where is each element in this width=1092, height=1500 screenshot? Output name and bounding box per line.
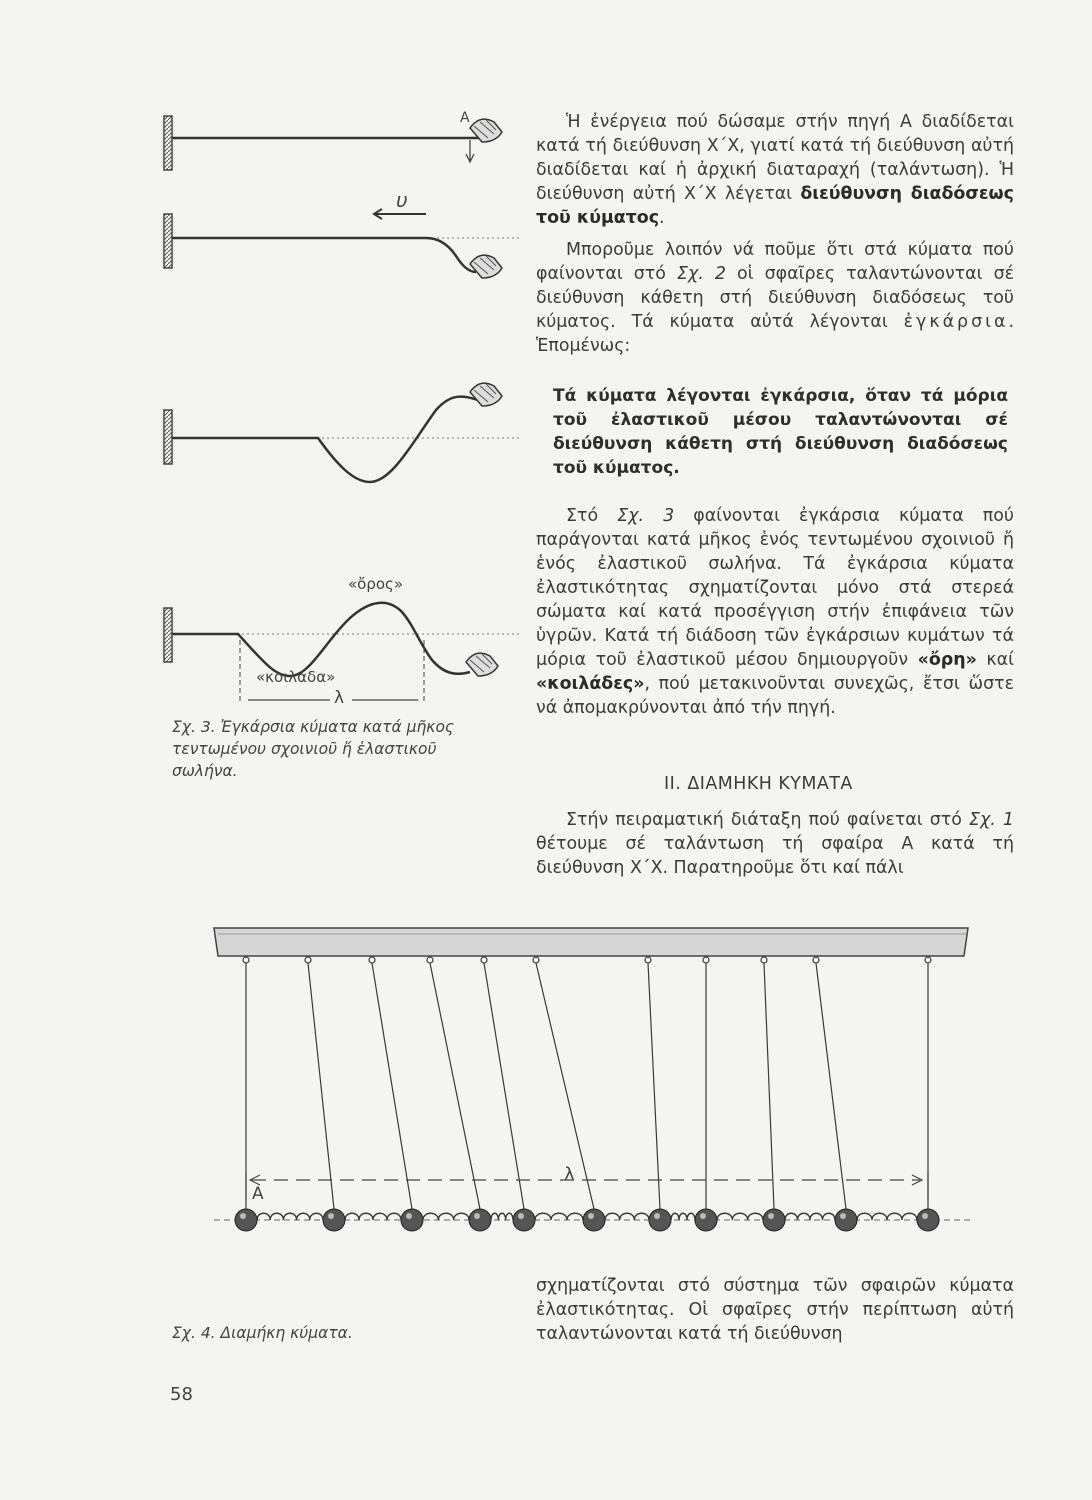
pendulum-hook [761, 957, 767, 963]
p3-bold-troughs: «κοιλάδες» [536, 674, 645, 694]
pendulum-string [308, 963, 334, 1209]
pendulum-string [484, 963, 524, 1209]
ball-highlight [240, 1213, 246, 1219]
spring [785, 1213, 835, 1220]
pendulum-ball [469, 1209, 491, 1231]
ball-highlight [328, 1213, 334, 1219]
p3-and: καί [976, 650, 1014, 670]
pendulum-ball [763, 1209, 785, 1231]
ball-highlight [840, 1213, 846, 1219]
pendulum-hook [533, 957, 539, 963]
pendulum-hook [703, 957, 709, 963]
p3-mid: φαίνονται ἐγκάρσια κύματα πού παράγονται κατά μῆκος ἑνός τεντωμένου σχοινιοῦ ἤ ἑνός ἐλαστικοῦ σωλήνα. Τά ἐγκάρσια κύματα ἐλαστικότητας σχηματίζονται μόνο στά στερεά σώματα καί κατά προσέγγιση στήν ἐπιφάνεια τῶν ὑγρῶν. Κατά τή διάδοση τῶν ἐγκάρσιων κυμάτων τά μόρια τοῦ ἐλαστικοῦ μέσου δημιουργοῦν [536, 506, 1014, 670]
pendulum-ball [649, 1209, 671, 1231]
spring [535, 1213, 583, 1220]
p2-ref: Σχ. 2 [676, 264, 726, 284]
spring [857, 1213, 917, 1220]
pendulum-hook [369, 957, 375, 963]
spring [345, 1213, 401, 1220]
pendulum-string [372, 963, 412, 1209]
p3-ref: Σχ. 3 [617, 506, 675, 526]
transverse-rule: Τά κύματα λέγονται ἐγκάρσια, ὅταν τά μόρια τοῦ ἐλαστικοῦ μέσου ταλαντώνονται σέ διεύθυνση κάθετη στή διεύθυνση διαδόσεως τοῦ κύματος. [553, 386, 1008, 478]
crest-label: «ὄρος» [348, 575, 404, 593]
source-label-a: Α [460, 110, 470, 126]
velocity-label: υ [396, 188, 408, 212]
ball-highlight [588, 1213, 594, 1219]
figure-4-caption-text: Σχ. 4. Διαμήκη κύματα. [172, 1324, 353, 1342]
spring [491, 1213, 513, 1220]
pendulum-hook [925, 957, 931, 963]
pendulum-string [764, 963, 774, 1209]
p2-text: Μποροῦμε λοιπόν νά ποῦμε ὅτι στά κύματα πού φαίνονται στό [536, 240, 1014, 284]
pendulum-string [816, 963, 846, 1209]
p2-spaced: ἐγκάρσια [903, 312, 1009, 332]
pendulum-hook [813, 957, 819, 963]
trough-label: «κοιλάδα» [256, 668, 336, 686]
pendulum-string [430, 963, 480, 1209]
pendulum-hook [427, 957, 433, 963]
pendulum-ball [917, 1209, 939, 1231]
support-bar [214, 928, 968, 956]
p4-ref: Σχ. 1 [969, 810, 1014, 830]
ball-highlight [768, 1213, 774, 1219]
spring [423, 1213, 469, 1220]
p2-mid: οἱ σφαῖρες ταλαντώνονται σέ διεύθυνση κάθετη στή διεύθυνση διαδόσεως τοῦ κύματος. Τά κύματα αὐτά λέγονται [536, 264, 1014, 332]
p1-bold: διεύθυνση διαδόσεως τοῦ κύματος [536, 184, 1014, 228]
p1-end: . [659, 208, 665, 228]
ball-highlight [700, 1213, 706, 1219]
p3-bold-crests: «ὄρη» [917, 650, 977, 670]
ball-highlight [474, 1213, 480, 1219]
section-heading: II. ΔΙΑΜΗΚΗ ΚΥΜΑΤΑ [664, 774, 853, 794]
spring [717, 1213, 763, 1220]
pendulum-string [648, 963, 660, 1209]
p3-text: Στό [566, 506, 618, 526]
pendulum-hook [305, 957, 311, 963]
pendulum-hook [481, 957, 487, 963]
p1-text: Ἡ ἐνέργεια πού δώσαμε στήν πηγή Α διαδίδεται κατά τή διεύθυνση Χ΄Χ, γιατί κατά τή διεύθυνση αὐτή διαδίδεται καί ἡ ἀρχική διαταραχή (ταλάντωση). Ἡ διεύθυνση αὐτή Χ΄Χ λέγεται [536, 112, 1014, 204]
spring [605, 1213, 649, 1220]
figure-3-caption-text: Σχ. 3. Ἐγκάρσια κύματα κατά μῆκος τεντωμένου σχοινιοῦ ἤ ἐλαστικοῦ σωλήνα. [172, 718, 455, 780]
pendulum-ball [513, 1209, 535, 1231]
page-number: 58 [170, 1384, 193, 1405]
pendulum-hook [645, 957, 651, 963]
p4-end: θέτουμε σέ ταλάντωση τή σφαίρα Α κατά τή διεύθυνση Χ΄Χ. Παρατηροῦμε ὅτι καί πάλι [536, 834, 1014, 878]
pendulum-ball [323, 1209, 345, 1231]
ball-highlight [518, 1213, 524, 1219]
spring [257, 1213, 323, 1220]
paragraph-continued: σχηματίζονται στό σύστημα τῶν σφαιρῶν κύματα ἐλαστικότητας. Οἱ σφαῖρες στήν περίπτωση αὐτή ταλαντώνονται κατά τή διεύθυνση [536, 1276, 1014, 1344]
pendulum-ball [401, 1209, 423, 1231]
wavelength-label-4: λ [564, 1164, 575, 1185]
p3-end: , πού μετακινοῦνται συνεχῶς, ἔτσι ὥστε νά ἀπομακρύνονται ἀπό τήν πηγή. [536, 674, 1014, 718]
ball-highlight [922, 1213, 928, 1219]
spring [671, 1213, 695, 1220]
p2-end: . Ἑπομένως: [536, 312, 1014, 356]
ball-a-label: Α [252, 1184, 264, 1204]
ball-highlight [406, 1213, 412, 1219]
pendulum-hook [243, 957, 249, 963]
figure-4-caption [172, 1322, 353, 1344]
wavelength-label: λ [334, 688, 345, 708]
pendulum-ball [235, 1209, 257, 1231]
ball-highlight [654, 1213, 660, 1219]
pendulum-ball [583, 1209, 605, 1231]
p4-text: Στήν πειραματική διάταξη πού φαίνεται στό [566, 810, 969, 830]
pendulum-ball [835, 1209, 857, 1231]
pendulum-ball [695, 1209, 717, 1231]
